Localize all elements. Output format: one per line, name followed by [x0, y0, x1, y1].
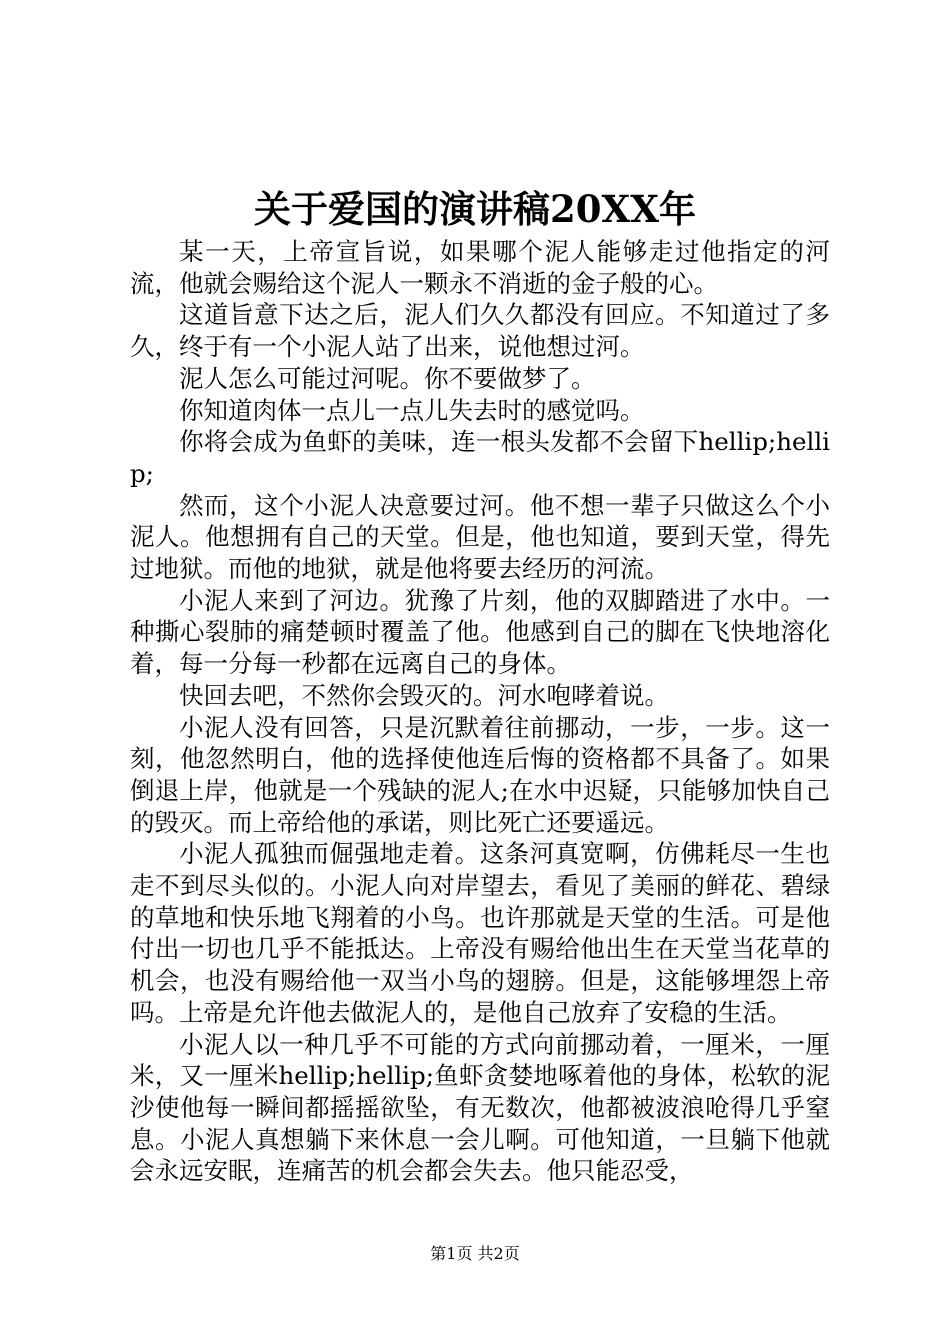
paragraph: 某一天，上帝宣旨说，如果哪个泥人能够走过他指定的河流，他就会赐给这个泥人一颗永不消逝的金子般的心。 — [130, 237, 830, 298]
paragraph: 小泥人没有回答，只是沉默着往前挪动，一步，一步。这一刻，他忽然明白，他的选择使他连后悔的资格都不具备了。如果倒退上岸，他就是一个残缺的泥人;在水中迟疑，只能够加快自己的毁灭。而上帝给他的承诺，则比死亡还要遥远。 — [130, 712, 830, 837]
page-number-footer: 第1页 共2页 — [430, 1244, 520, 1263]
document-body — [130, 236, 830, 1187]
paragraph: 小泥人孤独而倔强地走着。这条河真宽啊，仿佛耗尽一生也走不到尽头似的。小泥人向对岸望去，看见了美丽的鲜花、碧绿的草地和快乐地飞翔着的小鸟。也许那就是天堂的生活。可是他付出一切也几乎不能抵达。上帝没有赐给他出生在天堂当花草的机会，也没有赐给他一双当小鸟的翅膀。但是，这能够埋怨上帝吗。上帝是允许他去做泥人的，是他自己放弃了安稳的生活。 — [130, 839, 830, 1027]
paragraph: 小泥人以一种几乎不可能的方式向前挪动着，一厘米，一厘米，又一厘米hellip;hellip;鱼虾贪婪地啄着他的身体，松软的泥沙使他每一瞬间都摇摇欲坠，有无数次，他都被波浪呛得几乎窒息。小泥人真想躺下来休息一会儿啊。可他知道，一旦躺下他就会永远安眠，连痛苦的机会都会失去。他只能忍受， — [130, 1029, 830, 1186]
paragraph: 这道旨意下达之后，泥人们久久都没有回应。不知道过了多久，终于有一个小泥人站了出来，说他想过河。 — [130, 300, 830, 362]
document-title: 关于爱国的演讲稿20XX年 — [254, 187, 696, 231]
paragraph: 你将会成为鱼虾的美味，连一根头发都不会留下hellip;hellip; — [130, 427, 830, 488]
paragraph: 你知道肉体一点儿一点儿失去时的感觉吗。 — [179, 395, 645, 425]
paragraph: 小泥人来到了河边。犹豫了片刻，他的双脚踏进了水中。一种撕心裂肺的痛楚顿时覆盖了他。他感到自己的脚在飞快地溶化着，每一分每一秒都在远离自己的身体。 — [130, 585, 830, 679]
paragraph: 然而，这个小泥人决意要过河。他不想一辈子只做这么个小泥人。他想拥有自己的天堂。但是，他也知道，要到天堂，得先过地狱。而他的地狱，就是他将要去经历的河流。 — [130, 490, 830, 584]
paragraph: 泥人怎么可能过河呢。你不要做梦了。 — [179, 363, 596, 393]
paragraph: 快回去吧，不然你会毁灭的。河水咆哮着说。 — [179, 680, 669, 710]
